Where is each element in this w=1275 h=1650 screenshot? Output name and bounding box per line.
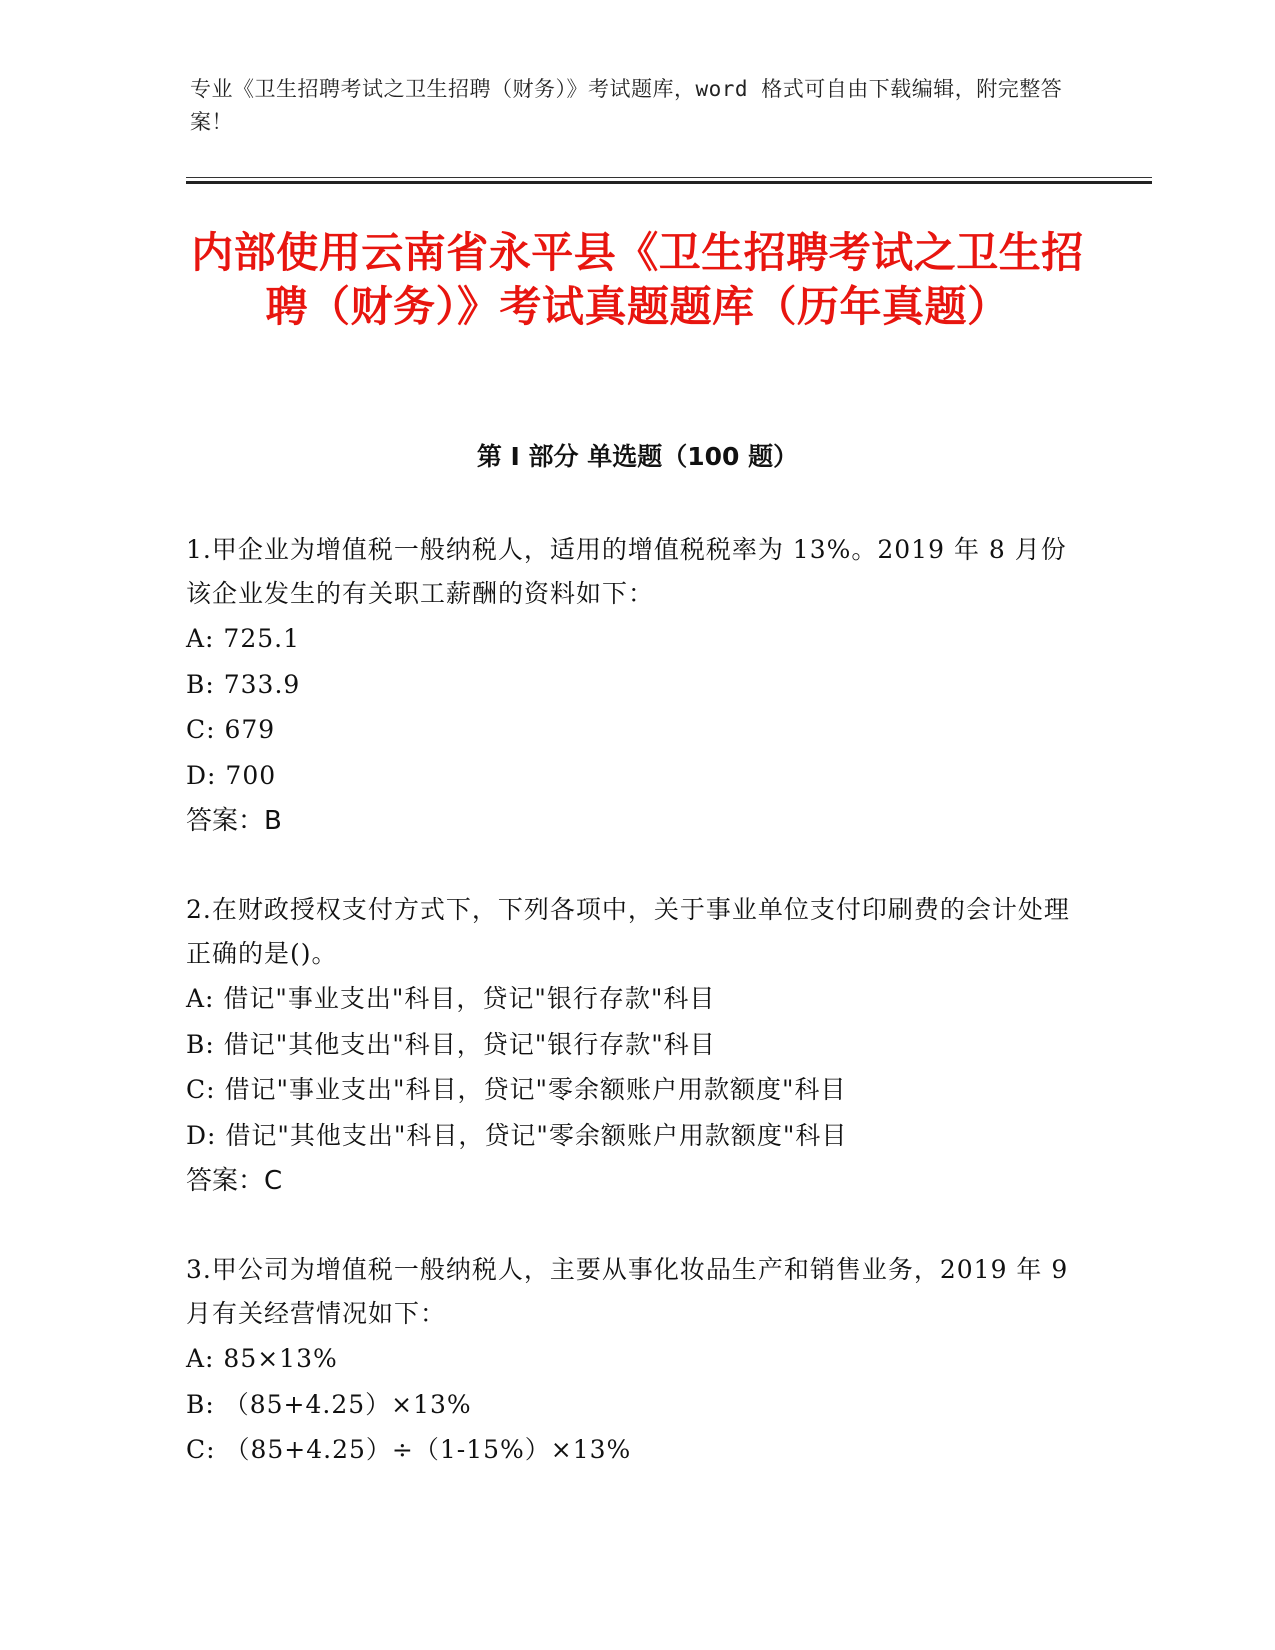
- document-title: 内部使用云南省永平县《卫生招聘考试之卫生招聘（财务）》考试真题题库（历年真题）: [191, 228, 1084, 331]
- option-d: D: 700: [186, 760, 277, 790]
- section-heading: 第 I 部分 单选题（100 题）: [476, 442, 799, 471]
- option-c: C: 679: [186, 715, 276, 744]
- option-b: B: （85+4.25）×13%: [186, 1389, 472, 1419]
- question-stem: 3.甲公司为增值税一般纳税人，主要从事化妆品生产和销售业务，2019 年 9 月有关经营情况如下：: [186, 1255, 1069, 1328]
- option-d: D: 借记"其他支出"科目，贷记"零余额账户用款额度"科目: [186, 1120, 848, 1150]
- option-a: A: 85×13%: [186, 1344, 338, 1373]
- question-stem: 2.在财政授权支付方式下，下列各项中，关于事业单位支付印刷费的会计处理正确的是()。: [186, 895, 1070, 968]
- header-divider-thin: [186, 177, 1152, 178]
- question-stem: 1.甲企业为增值税一般纳税人，适用的增值税税率为 13%。2019 年 8 月份该企业发生的有关职工薪酬的资料如下：: [186, 535, 1067, 608]
- option-b: B: 借记"其他支出"科目，贷记"银行存款"科目: [186, 1029, 716, 1059]
- option-c: C: 借记"事业支出"科目，贷记"零余额账户用款额度"科目: [186, 1075, 847, 1104]
- question-2: [186, 888, 1086, 1204]
- answer-line: 答案：B: [186, 806, 282, 836]
- option-b: B: 733.9: [186, 669, 301, 699]
- option-c: C: （85+4.25）÷（1-15%）×13%: [186, 1435, 632, 1464]
- option-a: A: 借记"事业支出"科目，贷记"银行存款"科目: [186, 984, 716, 1013]
- answer-line: 答案：C: [186, 1166, 283, 1196]
- question-1: [186, 528, 1086, 844]
- header-note: 专业《卫生招聘考试之卫生招聘（财务）》考试题库，word 格式可自由下载编辑，附完整答案！: [190, 77, 1063, 134]
- header-divider-thick: [186, 181, 1152, 184]
- option-a: A: 725.1: [186, 624, 300, 653]
- question-3: [186, 1248, 1086, 1473]
- question-list: [186, 528, 1086, 1517]
